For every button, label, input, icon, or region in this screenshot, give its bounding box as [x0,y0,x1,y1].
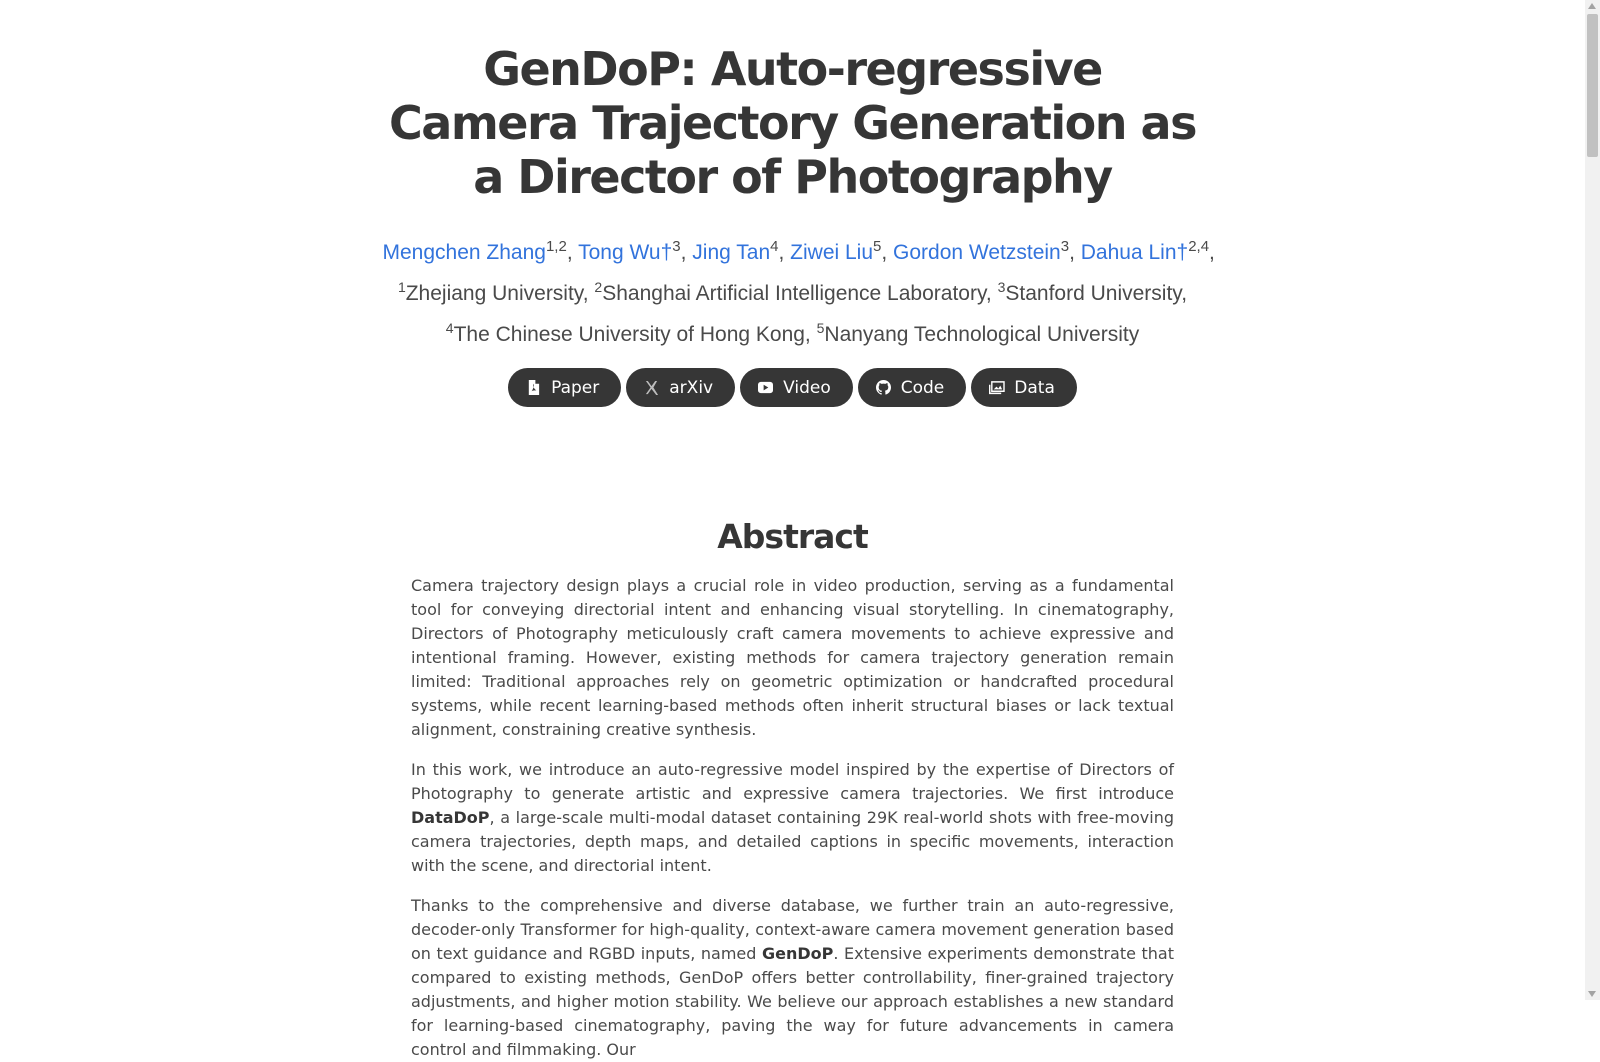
paper-button[interactable] [508,368,621,407]
data-button[interactable] [971,368,1077,407]
abstract-paragraph-1: Camera trajectory design plays a crucial role in video production, serving as a fundamental tool for conveying directorial intent and enhancing visual storytelling. In cinematography, Directors of Photography meticulously craft camera movements to achieve expressive and intentional framing. However, existing methods for camera trajectory generation remain limited: Traditional approaches rely on geometric optimization or handcrafted procedural systems, while recent learning-based methods often inherit structural biases or lack textual alignment, constraining creative synthesis. [411,576,1174,739]
abstract-paragraph-3 [411,894,1174,1062]
author-separator: , [881,241,894,264]
author-separator: , [1209,241,1215,264]
paragraph-text: In this work, we introduce an auto-regressive model inspired by the expertise of Directors of Photography to generate artistic and expressive camera trajectories. We first introduce [411,760,1174,803]
author-affiliation-sup: 3 [1060,238,1070,255]
hero-section [382,0,1215,407]
affiliation-sup: 3 [997,279,1006,295]
affiliations-line-1 [383,270,1203,311]
model-name: GenDoP [761,944,834,963]
link-buttons [383,368,1203,407]
author-affiliation-sup: 3 [672,238,681,255]
abstract-paragraph-2 [411,758,1174,878]
video-button-label: Video [783,377,831,398]
paragraph-text: Thanks to the comprehensive and diverse database, we further train an auto-regressive, decoder-only Transformer for high-quality, context-aware camera movement generation based on text guidance and RGBD inputs, named [411,896,1174,963]
page-title: GenDoP: Auto-regressive Camera Trajectory Generation as a Director of Photography [389,42,1196,204]
affiliation-sup: 4 [445,320,454,336]
affiliation-sup: 1 [397,279,406,295]
author-link[interactable]: Ziwei Liu [790,241,874,264]
affiliations-line-2 [383,311,1203,352]
author-link[interactable]: Jing Tan [692,241,771,264]
paragraph-text: , a large-scale multi-modal dataset containing 29K real-world shots with free-moving camera trajectories, depth maps, and detailed captions in specific movements, interaction with the scene, and directorial intent. [411,808,1174,875]
dataset-name: DataDoP [411,808,490,827]
data-button-label: Data [1014,377,1055,398]
paper-button-label: Paper [551,377,600,398]
scroll-up-arrow-icon[interactable] [1588,3,1596,9]
vertical-scrollbar[interactable] [1585,0,1600,1000]
affiliation-sup: 5 [816,320,825,336]
arxiv-button-label: arXiv [669,377,714,398]
author-link[interactable]: Dahua Lin† [1080,241,1189,264]
code-button[interactable] [858,368,967,407]
affiliation-name: Stanford University, [1005,282,1188,305]
video-button[interactable] [740,368,853,407]
author-affiliation-sup: 1,2 [545,238,567,255]
paragraph-text: . Extensive experiments demonstrate that compared to existing methods, GenDoP offers better controllability, finer-grained trajectory adjustments, and higher motion stability. We believe our approach establishes a new standard for learning-based cinematography, paving the way for future advancements in camera control and filmmaking. Our [411,944,1174,1059]
code-button-label: Code [900,377,945,398]
affiliation-name: Zhejiang University, [405,282,595,305]
author-affiliation-sup: 2,4 [1188,238,1210,255]
author-separator: , [680,241,693,264]
scroll-down-arrow-icon[interactable] [1588,991,1596,997]
affiliation-name: Nanyang Technological University [824,323,1140,346]
author-separator: , [778,241,791,264]
arxiv-icon [644,380,659,395]
author-separator: , [1069,241,1081,264]
abstract-heading: Abstract [717,517,868,556]
youtube-icon [758,380,773,395]
file-pdf-icon [526,380,541,395]
author-link[interactable]: Tong Wu† [578,241,673,264]
author-affiliation-sup: 5 [873,238,882,255]
author-list [382,230,1215,270]
author-affiliation-sup: 4 [770,238,779,255]
affiliation-name: The Chinese University of Hong Kong, [453,323,817,346]
scrollbar-thumb[interactable] [1587,14,1598,157]
author-link[interactable]: Mengchen Zhang [382,241,546,264]
github-icon [876,380,891,395]
abstract-section [411,517,1174,1062]
author-link[interactable]: Gordon Wetzstein [893,241,1061,264]
affiliation-name: Shanghai Artificial Intelligence Laboratory, [602,282,998,305]
affiliation-sup: 2 [594,279,603,295]
images-icon [989,380,1004,395]
author-separator: , [566,241,579,264]
arxiv-button[interactable] [626,368,735,407]
